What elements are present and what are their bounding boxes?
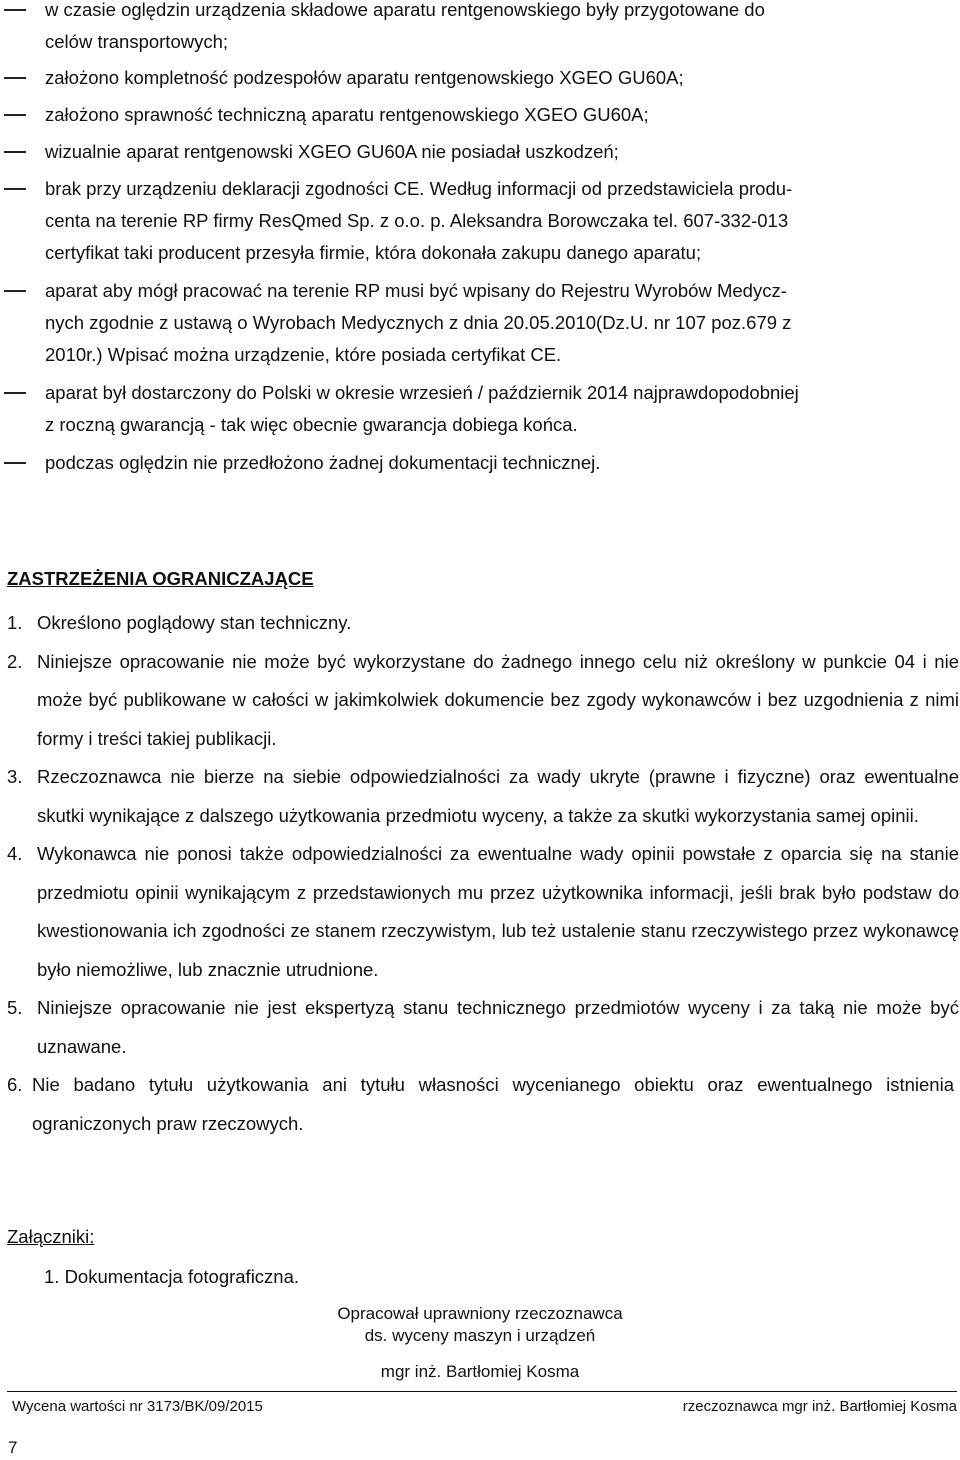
- page-number: 7: [8, 1438, 18, 1457]
- finding-item: [0, 447, 950, 479]
- reservation-text: Określono poglądowy stan techniczny.: [37, 612, 352, 633]
- signature-line2: ds. wyceny maszyn i urządzeń: [364, 1326, 596, 1345]
- reservation-item: [0, 643, 959, 759]
- reservation-item: [0, 604, 959, 643]
- finding-line: aparat był dostarczony do Polski w okresie wrzesień / październik 2014 najprawdopodobniej: [45, 382, 799, 403]
- reservation-item: [0, 1066, 954, 1143]
- dash-bullet-icon: [4, 114, 26, 116]
- finding-item: [0, 173, 950, 269]
- reservation-item: [0, 989, 959, 1066]
- finding-line: certyfikat taki producent przesyła firmie, która dokonała zakupu danego aparatu;: [45, 242, 702, 263]
- reservation-number: 4.: [7, 843, 23, 864]
- finding-line: centa na terenie RP firmy ResQmed Sp. z o.o. p. Aleksandra Borowczaka tel. 607-332-013: [45, 210, 789, 231]
- footer-valuation-number: Wycena wartości nr 3173/BK/09/2015: [12, 1398, 263, 1415]
- signature-name: mgr inż. Bartłomiej Kosma: [380, 1362, 580, 1381]
- reservation-number: 5.: [7, 997, 23, 1018]
- reservation-text: Niniejsze opracowanie nie jest ekspertyzą stanu technicznego przedmiotów wyceny i za taką nie może być uznawane.: [37, 997, 959, 1057]
- footer-divider: [7, 1391, 957, 1392]
- reservation-number: 3.: [7, 766, 23, 787]
- finding-line: celów transportowych;: [45, 31, 229, 52]
- finding-line: z roczną gwarancją - tak więc obecnie gwarancja dobiega końca.: [45, 414, 578, 435]
- finding-item: [0, 377, 950, 441]
- reservation-item: [0, 835, 959, 989]
- finding-item: [0, 62, 950, 94]
- reservations-heading: ZASTRZEŻENIA OGRANICZAJĄCE: [7, 568, 314, 589]
- finding-item: [0, 0, 950, 58]
- finding-line: nych zgodnie z ustawą o Wyrobach Medycznych z dnia 20.05.2010(Dz.U. nr 107 poz.679 z: [45, 312, 792, 333]
- dash-bullet-icon: [4, 151, 26, 153]
- finding-line: podczas oględzin nie przedłożono żadnej dokumentacji technicznej.: [45, 452, 601, 473]
- finding-item: [0, 99, 950, 131]
- reservation-item: [0, 758, 959, 835]
- finding-item: [0, 136, 950, 168]
- reservation-text: Rzeczoznawca nie bierze na siebie odpowiedzialności za wady ukryte (prawne i fizyczne) oraz ewentualne skutki wynikające z dalszego użytkowania przedmiotu wyceny, a także za skutki wykorzystania samej opinii.: [37, 766, 959, 826]
- finding-line: założono kompletność podzespołów aparatu rentgenowskiego XGEO GU60A;: [45, 67, 684, 88]
- signature-block: [270, 1303, 690, 1383]
- finding-line: wizualnie aparat rentgenowski XGEO GU60A nie posiadał uszkodzeń;: [45, 141, 619, 162]
- reservation-text: Wykonawca nie ponosi także odpowiedzialności za ewentualne wady opinii powstałe z oparcia się na stanie przedmiotu opinii wynikającym z przedstawionych mu przez użytkownika informacji, jeśli brak było podstaw do kwestionowania ich zgodności ze stanem rzeczywistym, lub też ustalenie stanu rzeczywistego przez wykonawcę było niemożliwe, lub znacznie utrudnione.: [37, 843, 959, 980]
- footer-appraiser: rzeczoznawca mgr inż. Bartłomiej Kosma: [682, 1398, 957, 1415]
- dash-bullet-icon: [4, 392, 26, 394]
- reservations-list: [0, 604, 960, 1143]
- finding-line: brak przy urządzeniu deklaracji zgodności CE. Według informacji od przedstawiciela produ-: [45, 178, 793, 199]
- reservation-number: 1.: [7, 612, 23, 633]
- dash-bullet-icon: [4, 9, 26, 11]
- dash-bullet-icon: [4, 290, 26, 292]
- reservation-text: Niniejsze opracowanie nie może być wykorzystane do żadnego innego celu niż określony w punkcie 04 i nie może być publikowane w całości w jakimkolwiek dokumencie bez zgody wykonawców i bez uzgodnienia z nimi formy i treści takiej publikacji.: [37, 650, 959, 749]
- dash-bullet-icon: [4, 188, 26, 190]
- finding-line: 2010r.) Wpisać można urządzenie, które posiada certyfikat CE.: [45, 344, 562, 365]
- attachments-title: Załączniki:: [7, 1226, 95, 1247]
- finding-line: założono sprawność techniczną aparatu rentgenowskiego XGEO GU60A;: [45, 104, 649, 125]
- finding-line: aparat aby mógł pracować na terenie RP musi być wpisany do Rejestru Wyrobów Medycz-: [45, 280, 787, 301]
- finding-item: [0, 275, 950, 371]
- finding-line: w czasie oględzin urządzenia składowe aparatu rentgenowskiego były przygotowane do: [45, 0, 765, 20]
- reservation-number: 2.: [7, 650, 23, 672]
- signature-line1: Opracował uprawniony rzeczoznawca: [337, 1304, 623, 1323]
- findings-list: [0, 0, 960, 479]
- reservation-number: 6.: [7, 1074, 23, 1095]
- dash-bullet-icon: [4, 77, 26, 79]
- reservation-text: Nie badano tytułu użytkowania ani tytułu własności wycenianego obiektu oraz ewentualnego istnienia ograniczonych praw rzeczowych.: [32, 1074, 954, 1134]
- dash-bullet-icon: [4, 462, 26, 464]
- attachment-item[interactable]: 1. Dokumentacja fotograficzna.: [44, 1266, 300, 1287]
